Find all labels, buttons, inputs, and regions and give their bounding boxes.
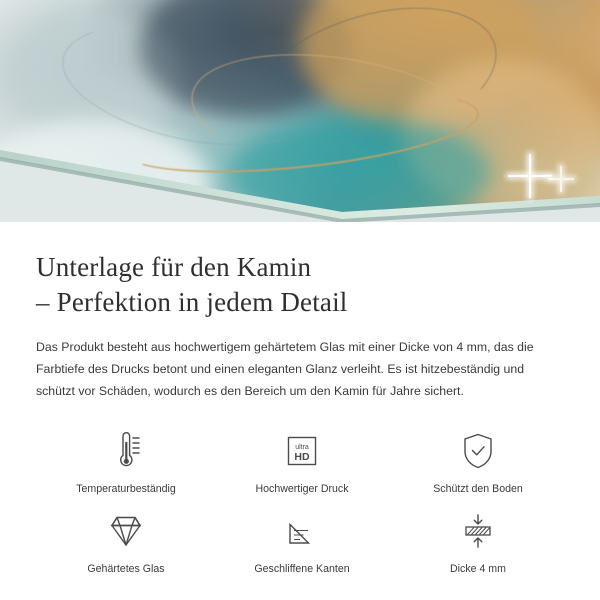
thickness-arrows-icon [455,508,501,554]
feature-item-high-quality-print [214,428,390,496]
polished-edges-icon [279,508,325,554]
feature-label: Dicke 4 mm [450,563,506,575]
shield-check-icon [455,428,501,474]
feature-label: Temperaturbeständig [76,483,176,495]
feature-label: Schützt den Boden [433,483,523,495]
ultra-hd-icon [279,428,325,474]
glass-panel-surface [0,0,600,222]
feature-label: Geschliffene Kanten [254,563,350,575]
feature-item-polished-edges [214,508,390,576]
svg-text:HD: HD [294,451,310,463]
feature-grid [38,428,566,576]
page-title-line-1: Unterlage für den Kamin [36,252,312,282]
hero-product-image [0,0,600,222]
feature-item-protects-floor [390,428,566,496]
diamond-icon [103,508,149,554]
thermometer-icon [103,428,149,474]
feature-item-thickness [390,508,566,576]
page-title-line-2: – Perfektion in jedem Detail [36,287,348,317]
feature-item-tempered-glass [38,508,214,576]
feature-label: Gehärtetes Glas [87,563,165,575]
page-title [36,250,564,320]
feature-item-temperature-resistant [38,428,214,496]
svg-text:ultra: ultra [295,444,309,451]
description-paragraph: Das Produkt besteht aus hochwertigem gehärtetem Glas mit einer Dicke von 4 mm, das die Farbtiefe des Drucks betont und einen eleganten Glanz verleiht. Es ist hitzebeständig und schützt vor Schäden, wodurch es den Bereich um den Kamin für Jahre sichert. [36,340,534,398]
feature-label: Hochwertiger Druck [255,483,349,495]
content-block [0,222,600,576]
